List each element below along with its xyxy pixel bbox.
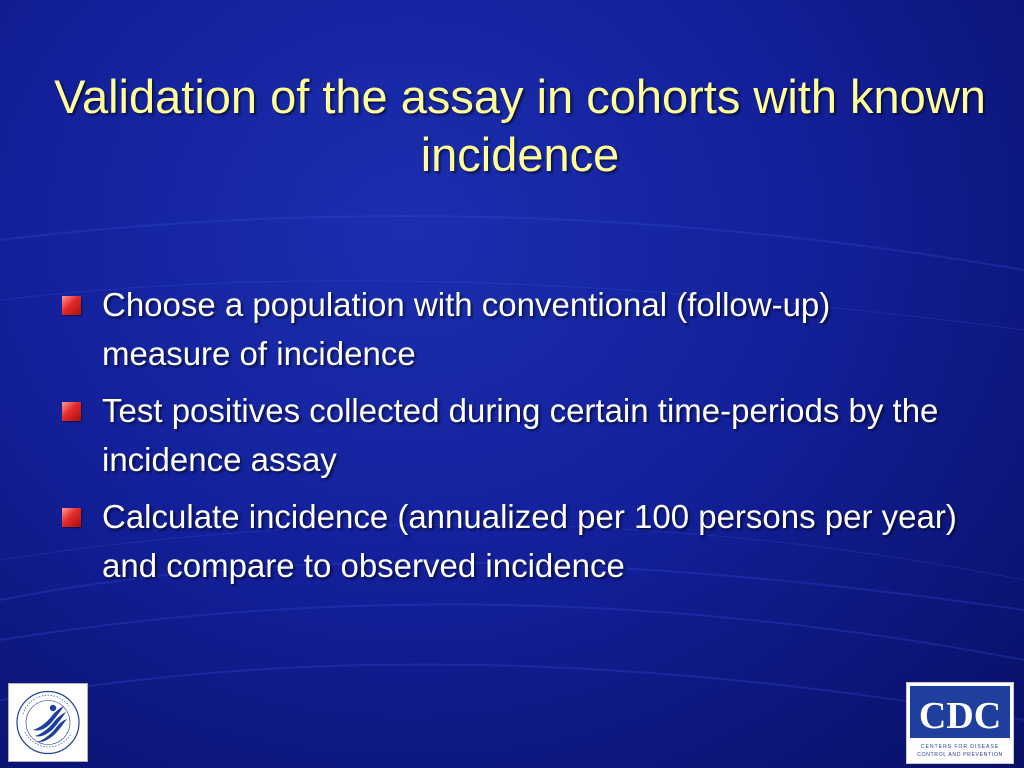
square-bullet-icon [62, 508, 81, 527]
hhs-seal-logo [8, 683, 88, 762]
cdc-logo [906, 682, 1014, 764]
bullet-text: Choose a population with conventional (follow-up) measure of incidence [102, 286, 831, 372]
square-bullet-icon [62, 296, 81, 315]
bullet-item [62, 280, 962, 378]
bullet-list [62, 280, 962, 598]
bullet-item [62, 386, 962, 484]
svg-text:CONTROL AND PREVENTION: CONTROL AND PREVENTION [917, 752, 1003, 758]
bullet-text: Calculate incidence (annualized per 100 persons per year) and compare to observed incidence [102, 498, 957, 584]
bullet-item [62, 492, 962, 590]
slide-title: Validation of the assay in cohorts with known incidence [54, 70, 986, 181]
hhs-eagle-seal-icon [9, 684, 87, 761]
svg-text:CDC: CDC [918, 695, 1002, 737]
square-bullet-icon [62, 402, 81, 421]
svg-text:CENTERS FOR DISEASE: CENTERS FOR DISEASE [920, 744, 1000, 750]
bullet-text: Test positives collected during certain time-periods by the incidence assay [102, 392, 939, 478]
cdc-logo-icon [907, 683, 1013, 763]
